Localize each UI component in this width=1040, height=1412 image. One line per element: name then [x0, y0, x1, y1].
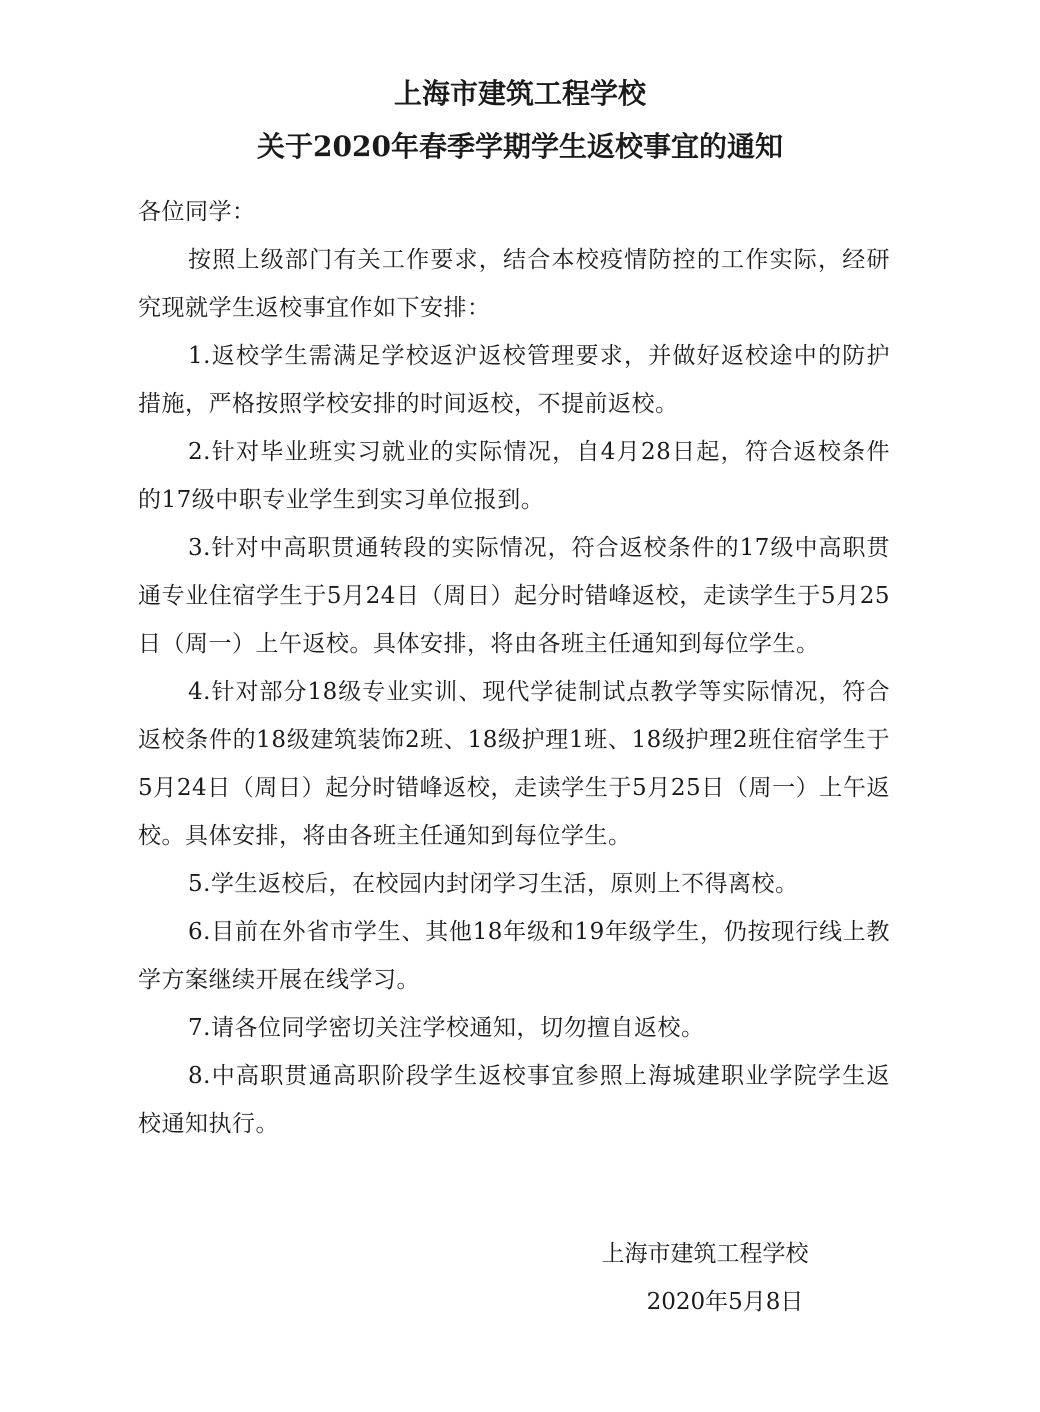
list-item-4: 4.针对部分18级专业实训、现代学徒制试点教学等实际情况，符合返校条件的18级建筑装饰2班、18级护理1班、18级护理2班住宿学生于5月24日（周日）起分时错峰返校，走读学生于5月25日（周一）上午返校。具体安排，将由各班主任通知到每位学生。	[138, 679, 890, 849]
intro-paragraph: 按照上级部门有关工作要求，结合本校疫情防控的工作实际，经研究现就学生返校事宜作如下安排：	[138, 247, 890, 321]
salutation: 各位同学：	[138, 199, 256, 225]
signature-block	[560, 1230, 890, 1326]
list-item-7: 7.请各位同学密切关注学校通知，切勿擅自返校。	[188, 1015, 705, 1041]
list-item-3: 3.针对中高职贯通转段的实际情况，符合返校条件的17级中高职贯通专业住宿学生于5月24日（周日）起分时错峰返校，走读学生于5月25日（周一）上午返校。具体安排，将由各班主任通知到每位学生。	[138, 535, 890, 657]
list-item-1: 1.返校学生需满足学校返沪返校管理要求，并做好返校途中的防护措施，严格按照学校安排的时间返校，不提前返校。	[138, 343, 890, 417]
list-item-6: 6.目前在外省市学生、其他18年级和19年级学生，仍按现行线上教学方案继续开展在线学习。	[138, 919, 890, 993]
notice-body	[138, 188, 890, 1148]
list-item-2: 2.针对毕业班实习就业的实际情况，自4月28日起，符合返校条件的17级中职专业学生到实习单位报到。	[138, 439, 890, 513]
list-item-5: 5.学生返校后，在校园内封闭学习生活，原则上不得离校。	[188, 871, 799, 897]
signature-organization: 上海市建筑工程学校	[601, 1241, 809, 1267]
document-title-subject: 关于2020年春季学期学生返校事宜的通知	[257, 130, 783, 163]
list-item-8: 8.中高职贯通高职阶段学生返校事宜参照上海城建职业学院学生返校通知执行。	[138, 1063, 890, 1137]
signature-date: 2020年5月8日	[646, 1289, 804, 1315]
document-title-school: 上海市建筑工程学校	[393, 77, 646, 110]
